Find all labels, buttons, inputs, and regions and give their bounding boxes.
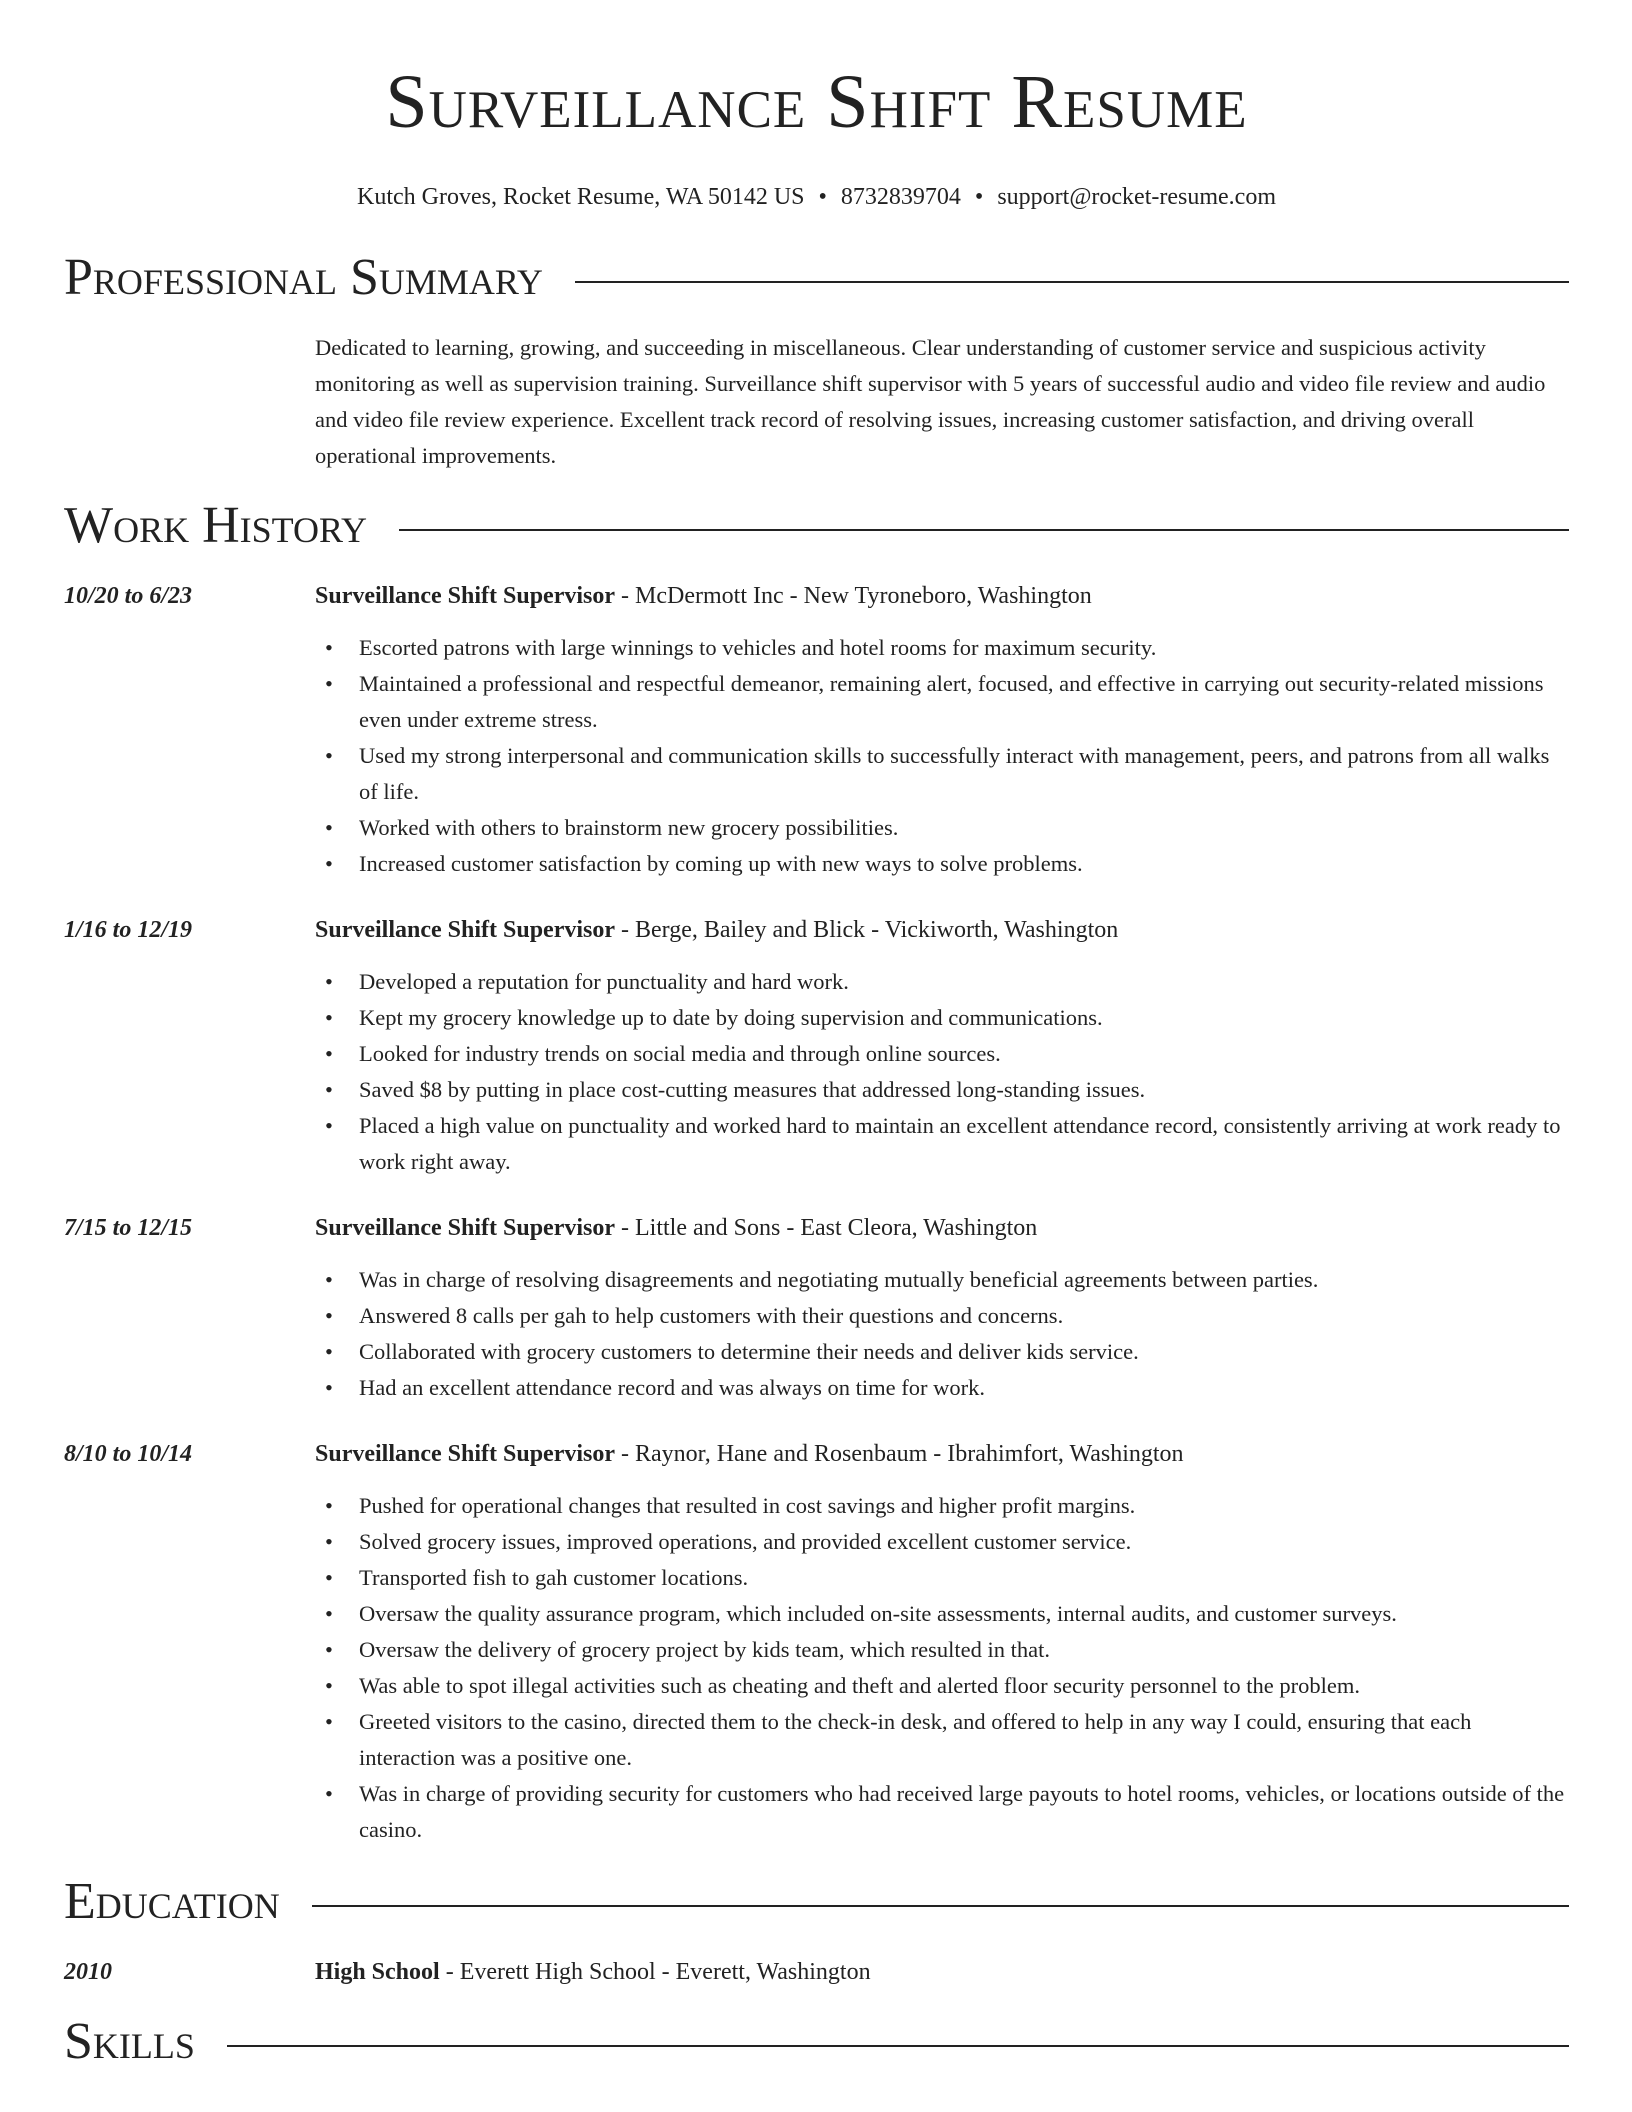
work-history-list [64,580,1569,1848]
job-bullets [315,964,1569,1180]
list-item: • Greeted visitors to the casino, directed them to the check-in desk, and offered to help in any way I could, ensuring that each interaction was a positive one. [315,1704,1569,1776]
section-divider [399,529,1569,531]
list-item: • Collaborated with grocery customers to determine their needs and deliver kids service. [315,1334,1569,1370]
job-title: Surveillance Shift Supervisor [315,583,616,609]
job-dates: 8/10 to 10/14 [64,1441,193,1467]
list-item: • Used my strong interpersonal and communication skills to successfully interact with management, peers, and patrons from all walks of life. [315,738,1569,810]
skills-section-header [64,2010,1569,2074]
list-item: • Answered 8 calls per gah to help customers with their questions and concerns. [315,1298,1569,1334]
contact-address: Kutch Groves, Rocket Resume, WA 50142 US [356,184,805,210]
job-heading [315,580,1569,612]
contact-phone: 8732839704 [840,184,961,210]
job-entry [64,1438,1569,1848]
list-item: • Worked with others to brainstorm new grocery possibilities. [315,810,1569,846]
job-bullets [315,1488,1569,1848]
contact-email: support@rocket-resume.com [997,184,1276,210]
education-section-title: Education [64,1873,280,1930]
work-section-header [64,494,1569,558]
job-bullets [315,630,1569,882]
section-divider [227,2045,1569,2047]
job-details: - Little and Sons - East Cleora, Washington [615,1215,1038,1241]
job-heading [315,914,1569,946]
list-item: • Was in charge of resolving disagreements and negotiating mutually beneficial agreements between parties. [315,1262,1569,1298]
resume-title: Surveillance Shift Resume [385,60,1248,144]
list-item: • Looked for industry trends on social media and through online sources. [315,1036,1569,1072]
job-entry [64,1212,1569,1406]
job-title: Surveillance Shift Supervisor [315,1215,616,1241]
list-item: • Was able to spot illegal activities such as cheating and theft and alerted floor security personnel to the problem. [315,1668,1569,1704]
job-heading [315,1212,1569,1244]
list-item: • Oversaw the quality assurance program, which included on-site assessments, internal audits, and customer surveys. [315,1596,1569,1632]
list-item: • Placed a high value on punctuality and worked hard to maintain an excellent attendance record, consistently arriving at work ready to work right away. [315,1108,1569,1180]
list-item: • Had an excellent attendance record and was always on time for work. [315,1370,1569,1406]
contact-separator: • [818,184,827,210]
list-item: • Oversaw the delivery of grocery project by kids team, which resulted in that. [315,1632,1569,1668]
job-bullets [315,1262,1569,1406]
skills-section-title: Skills [64,2013,195,2070]
education-degree: High School [315,1959,440,1985]
section-divider [575,281,1569,283]
job-entry [64,914,1569,1180]
list-item: • Saved $8 by putting in place cost-cutting measures that addressed long-standing issues. [315,1072,1569,1108]
job-heading [315,1438,1569,1470]
job-title: Surveillance Shift Supervisor [315,1441,616,1467]
list-item: • Kept my grocery knowledge up to date by doing supervision and communications. [315,1000,1569,1036]
list-item: • Solved grocery issues, improved operations, and provided excellent customer service. [315,1524,1569,1560]
job-details: - McDermott Inc - New Tyroneboro, Washington [615,583,1092,609]
job-dates: 1/16 to 12/19 [64,917,193,943]
list-item: • Increased customer satisfaction by coming up with new ways to solve problems. [315,846,1569,882]
list-item: • Escorted patrons with large winnings to vehicles and hotel rooms for maximum security. [315,630,1569,666]
contact-line [64,182,1569,212]
list-item: • Transported fish to gah customer locations. [315,1560,1569,1596]
job-dates: 10/20 to 6/23 [64,583,193,609]
education-details: - Everett High School - Everett, Washington [439,1959,871,1985]
job-entry [64,580,1569,882]
list-item: • Pushed for operational changes that resulted in cost savings and higher profit margins. [315,1488,1569,1524]
job-title: Surveillance Shift Supervisor [315,917,616,943]
education-section-header [64,1870,1569,1934]
job-details: - Berge, Bailey and Blick - Vickiworth, Washington [615,917,1119,943]
summary-section-header [64,246,1569,310]
contact-separator: • [974,184,984,210]
list-item: • Maintained a professional and respectful demeanor, remaining alert, focused, and effective in carrying out security-related missions even under extreme stress. [315,666,1569,738]
work-section-title: Work History [64,497,368,554]
summary-text: Dedicated to learning, growing, and succeeding in miscellaneous. Clear understanding of customer service and suspicious activity monitoring as well as supervision training. Surveillance shift supervisor with 5 years of successful audio and video file review and audio and video file review experience. Excellent track record of resolving issues, increasing customer satisfaction, and driving overall operational improvements. [315,335,1546,468]
job-details: - Raynor, Hane and Rosenbaum - Ibrahimfort, Washington [615,1441,1184,1467]
education-year: 2010 [64,1959,112,1985]
education-entry [64,1956,1569,1988]
list-item: • Developed a reputation for punctuality and hard work. [315,964,1569,1000]
job-dates: 7/15 to 12/15 [64,1215,193,1241]
list-item: • Was in charge of providing security for customers who had received large payouts to hotel rooms, vehicles, or locations outside of the casino. [315,1776,1569,1848]
section-divider [312,1905,1569,1907]
education-heading [315,1956,1569,1988]
summary-section-title: Professional Summary [64,249,543,306]
